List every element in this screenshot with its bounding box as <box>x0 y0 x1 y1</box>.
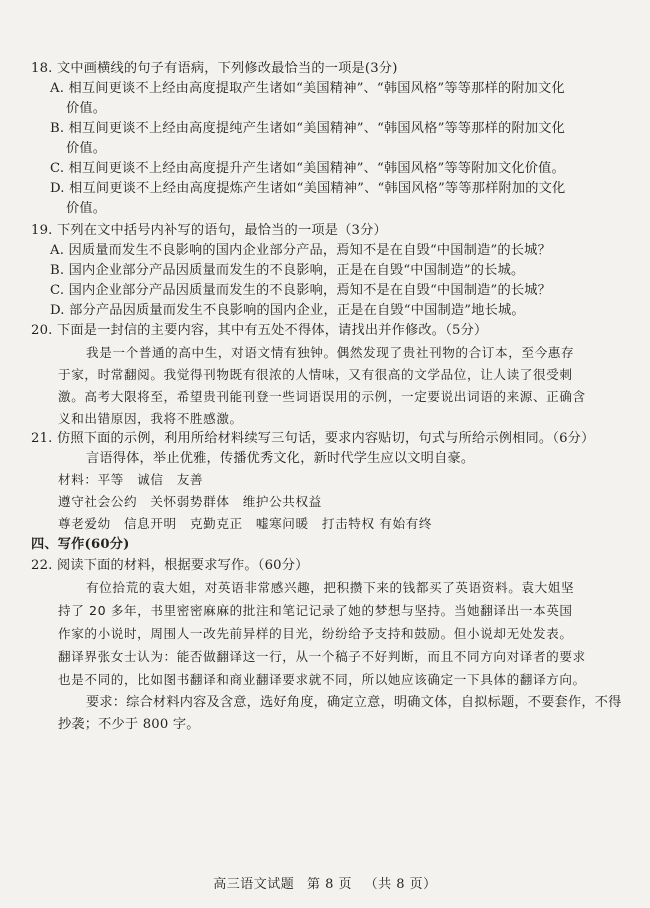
footer-total-pages: （共 8 页） <box>364 877 437 892</box>
q22-material-line-4: 翻译界张女士认为：能否做翻译这一行，从一个稿子不好判断，而且不同方向对译者的要求 <box>58 649 586 664</box>
q18-option-a: A. 相互间更谈不上经由高度提取产生诸如“美国精神”、“韩国风格”等等那样的附加文化 <box>50 81 565 96</box>
q21-material-2: 遵守社会公约 关怀弱势群体 维护公共权益 <box>58 494 322 509</box>
q20-letter-line-3: 激。高考大限将至，希望贵刊能刊登一些词语误用的示例，一定要说出词语的来源、正确含 <box>58 389 586 404</box>
q19-option-d: D. 部分产品因质量而发生不良影响的国内企业，正是在自毁“中国制造”地长城。 <box>50 303 525 318</box>
q20-letter-line-2: 于家，时常翻阅。我觉得刊物既有很浓的人情味，又有很高的文学品位，让人读了很受刺 <box>58 367 573 382</box>
q21-stem: 21. 仿照下面的示例，利用所给材料续写三句话，要求内容贴切，句式与所给示例相同。（6分） <box>31 431 595 446</box>
q20-letter-line-1: 我是一个普通的高中生，对语文情有独钟。偶然发现了贵社刊物的合订本，至今惠存 <box>86 345 575 360</box>
q21-material-3: 尊老爱幼 信息开明 克勤克正 嘘寒问暖 打击特权 有始有终 <box>58 516 433 531</box>
section-writing-heading: 四、写作(60分) <box>31 537 130 552</box>
q19-stem: 19. 下列在文中括号内补写的语句，最恰当的一项是（3分） <box>31 223 387 238</box>
q22-material-line-1: 有位拾荒的袁大姐，对英语非常感兴趣，把积攒下来的钱都买了英语资料。袁大姐坚 <box>86 580 575 595</box>
q19-option-a: A. 因质量而发生不良影响的国内企业部分产品，焉知不是在自毁“中国制造”的长城？ <box>50 243 551 258</box>
q18-option-b-cont: 价值。 <box>66 141 107 156</box>
q19-option-c: C. 国内企业部分产品因质量而发生的不良影响，焉知不是在自毁“中国制造”的长城？ <box>50 283 552 298</box>
q22-requirement-line-2: 抄袭；不少于 800 字。 <box>58 717 200 732</box>
q18-option-d: D. 相互间更谈不上经由高度提炼产生诸如“美国精神”、“韩国风格”等等那样附加的文化 <box>50 181 566 196</box>
q18-option-c: C. 相互间更谈不上经由高度提升产生诸如“美国精神”、“韩国风格”等等附加文化价值。 <box>50 161 565 176</box>
q22-requirement-line-1: 要求：综合材料内容及含意，选好角度，确定立意，明确文体，自拟标题，不要套作，不得 <box>86 695 622 710</box>
q18-option-b: B. 相互间更谈不上经由高度提纯产生诸如“美国精神”、“韩国风格”等等那样的附加文化 <box>50 121 566 136</box>
page-footer <box>0 873 650 892</box>
q21-material-1: 材料：平等 诚信 友善 <box>58 472 204 487</box>
q18-option-d-cont: 价值。 <box>66 201 107 216</box>
q19-option-b: B. 国内企业部分产品因质量而发生的不良影响，正是在自毁“中国制造”的长城。 <box>50 263 525 278</box>
q22-material-line-2: 持了 20 多年，书里密密麻麻的批注和笔记记录了她的梦想与坚持。当她翻译出一本英国 <box>58 603 573 618</box>
footer-page-number: 第 8 页 <box>306 877 352 892</box>
q18-stem: 18. 文中画横线的句子有语病，下列修改最恰当的一项是(3分) <box>31 61 398 76</box>
q18-option-a-cont: 价值。 <box>66 101 107 116</box>
q20-letter-line-4: 义和出错原因，我将不胜感激。 <box>58 411 243 426</box>
q20-stem: 20. 下面是一封信的主要内容，其中有五处不得体，请找出并作修改。（5分） <box>31 323 488 338</box>
q22-material-line-3: 作家的小说时，周围人一改先前异样的目光，纷纷给予支持和鼓励。但小说却无处发表。 <box>58 626 573 641</box>
q22-material-line-5: 也是不同的，比如图书翻译和商业翻译要求就不同，所以她应该确定一下具体的翻译方向。 <box>58 672 586 687</box>
q21-example: 言语得体，举止优雅，传播优秀文化，新时代学生应以文明自豪。 <box>86 451 475 466</box>
footer-title: 高三语文试题 <box>213 877 295 892</box>
q22-stem: 22. 阅读下面的材料，根据要求写作。（60分） <box>31 558 309 573</box>
